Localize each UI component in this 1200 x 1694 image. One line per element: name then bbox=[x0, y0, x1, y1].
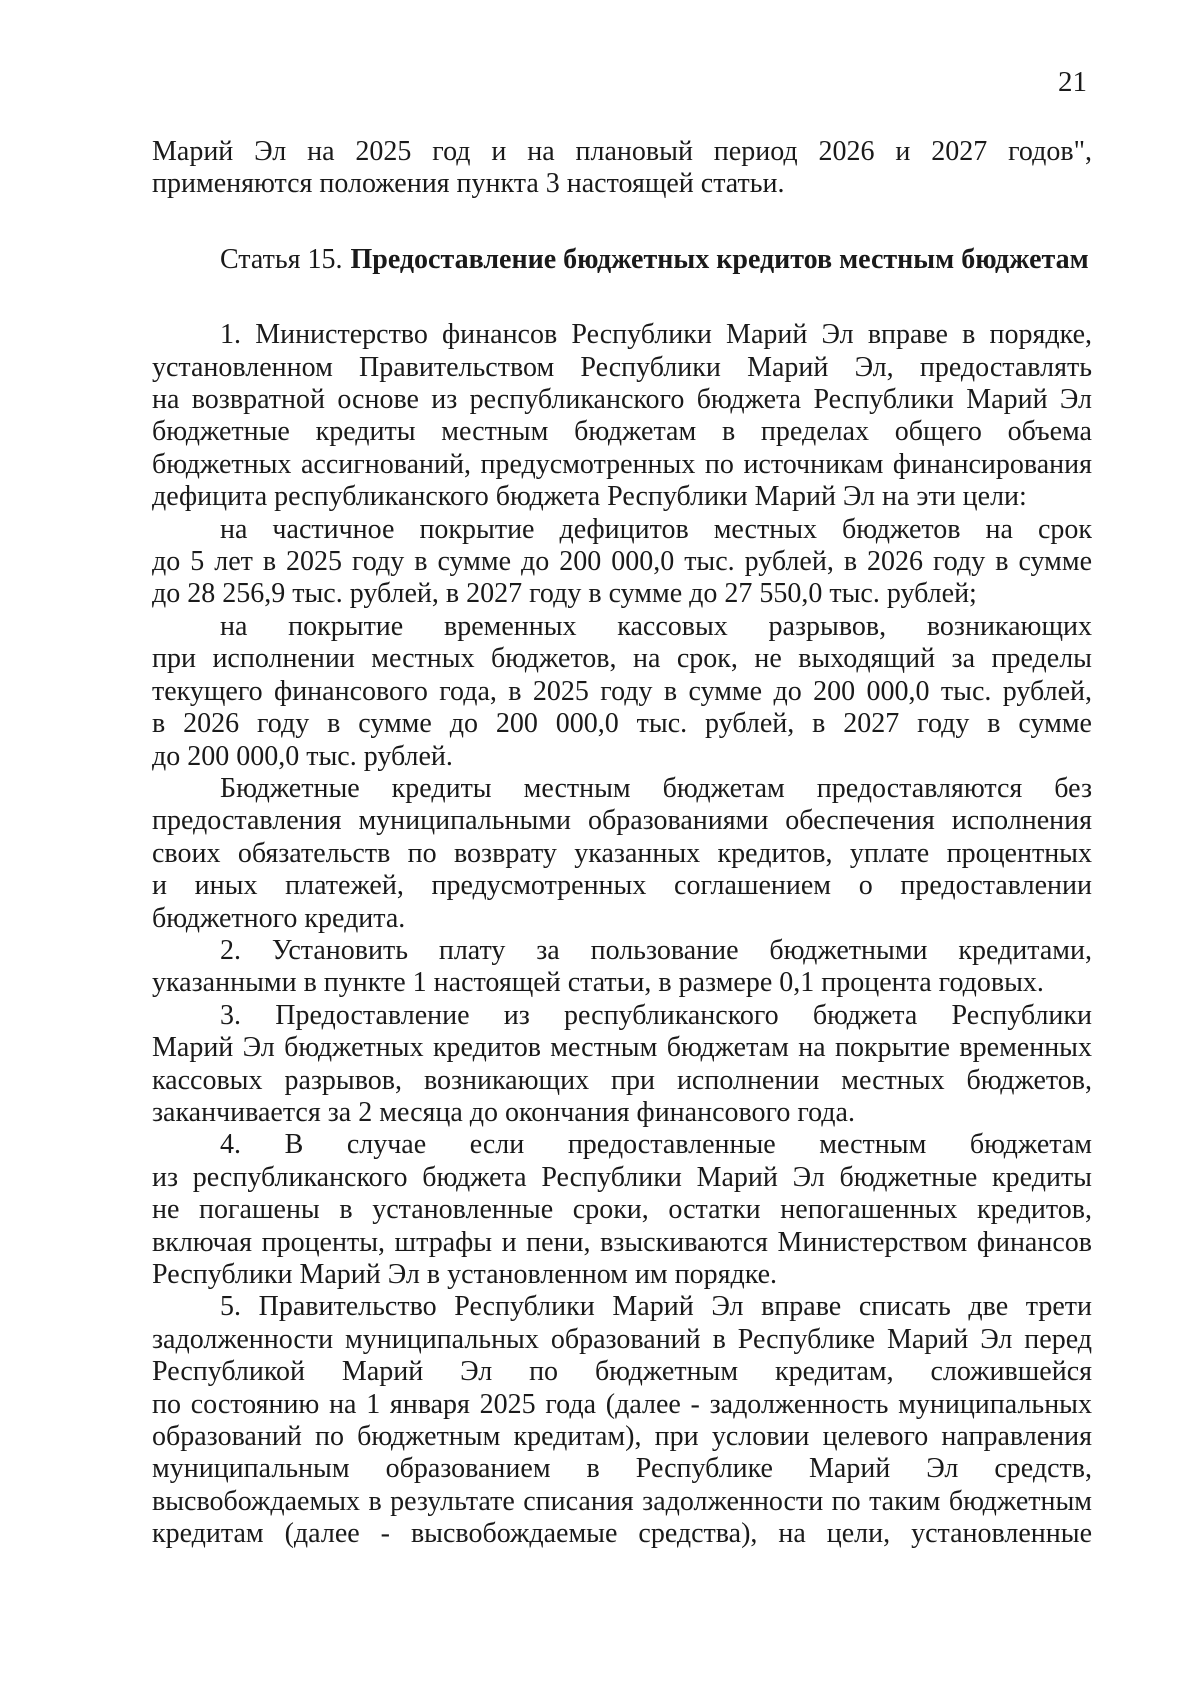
text-line: 3. Предоставление из республиканского бюджета Республики bbox=[220, 999, 1092, 1031]
text-line: на покрытие временных кассовых разрывов, возникающих bbox=[220, 610, 1092, 642]
article-label: Статья 15. bbox=[220, 243, 343, 275]
text-line: указанными в пункте 1 настоящей статьи, в размере 0,1 процента годовых. bbox=[152, 967, 1044, 999]
paragraph-list bbox=[152, 319, 1092, 1550]
text-line: бюджетных ассигнований, предусмотренных по источникам финансирования bbox=[152, 448, 1092, 480]
text-line: задолженности муниципальных образований в Республике Марий Эл перед bbox=[152, 1323, 1092, 1355]
page-number: 21 bbox=[1058, 66, 1087, 98]
paragraph-p4 bbox=[152, 1129, 1092, 1291]
paragraph-p1b bbox=[152, 611, 1092, 773]
paragraph-p3 bbox=[152, 1000, 1092, 1130]
paragraph-p1c bbox=[152, 773, 1092, 935]
text-line: до 5 лет в 2025 году в сумме до 200 000,0 тыс. рублей, в 2026 году в сумме bbox=[152, 546, 1092, 578]
document-body bbox=[152, 136, 1092, 1551]
paragraph-p1 bbox=[152, 319, 1092, 513]
text-line: 4. В случае если предоставленные местным бюджетам bbox=[220, 1129, 1092, 1161]
text-line: до 200 000,0 тыс. рублей. bbox=[152, 740, 453, 772]
text-line: муниципальным образованием в Республике Марий Эл средств, bbox=[152, 1453, 1092, 1485]
text-line: до 28 256,9 тыс. рублей, в 2027 году в сумме до 27 550,0 тыс. рублей; bbox=[152, 578, 977, 610]
text-line: дефицита республиканского бюджета Республики Марий Эл на эти цели: bbox=[152, 481, 1027, 513]
text-line: по состоянию на 1 января 2025 года (далее - задолженность муниципальных bbox=[152, 1388, 1092, 1420]
text-line: образований по бюджетным кредитам), при условии целевого направления bbox=[152, 1421, 1092, 1453]
text-line: 1. Министерство финансов Республики Марий Эл вправе в порядке, bbox=[220, 319, 1092, 351]
text-line: заканчивается за 2 месяца до окончания финансового года. bbox=[152, 1096, 855, 1128]
paragraph-p1a bbox=[152, 514, 1092, 611]
text-line: текущего финансового года, в 2025 году в сумме до 200 000,0 тыс. рублей, bbox=[152, 675, 1092, 707]
text-line: 2. Установить плату за пользование бюджетными кредитами, bbox=[220, 934, 1092, 966]
text-line: на частичное покрытие дефицитов местных бюджетов на срок bbox=[220, 513, 1092, 545]
text-line: установленном Правительством Республики Марий Эл, предоставлять bbox=[152, 351, 1092, 383]
paragraph-p5 bbox=[152, 1291, 1092, 1550]
text-line: и иных платежей, предусмотренных соглашением о предоставлении bbox=[152, 870, 1092, 902]
text-line: применяются положения пункта 3 настоящей статьи. bbox=[152, 168, 785, 200]
text-line: высвобождаемых в результате списания задолженности по таким бюджетным bbox=[152, 1485, 1092, 1517]
paragraph-p2 bbox=[152, 935, 1092, 1000]
text-line: 5. Правительство Республики Марий Эл вправе списать две трети bbox=[220, 1291, 1092, 1323]
text-line: бюджетные кредиты местным бюджетам в пределах общего объема bbox=[152, 416, 1092, 448]
text-line: Бюджетные кредиты местным бюджетам предоставляются без bbox=[220, 772, 1092, 804]
text-line: кассовых разрывов, возникающих при исполнении местных бюджетов, bbox=[152, 1064, 1092, 1096]
text-line: в 2026 году в сумме до 200 000,0 тыс. рублей, в 2027 году в сумме bbox=[152, 708, 1092, 740]
text-line: предоставления муниципальными образованиями обеспечения исполнения bbox=[152, 805, 1092, 837]
text-line: своих обязательств по возврату указанных кредитов, уплате процентных bbox=[152, 837, 1092, 869]
text-line: кредитам (далее - высвобождаемые средства), на цели, установленные bbox=[152, 1518, 1092, 1550]
text-line: не погашены в установленные сроки, остатки непогашенных кредитов, bbox=[152, 1194, 1092, 1226]
text-line: бюджетного кредита. bbox=[152, 902, 406, 934]
text-line: Марий Эл бюджетных кредитов местным бюджетам на покрытие временных bbox=[152, 1032, 1092, 1064]
text-line: из республиканского бюджета Республики Марий Эл бюджетные кредиты bbox=[152, 1161, 1092, 1193]
text-line: Марий Эл на 2025 год и на плановый период 2026 и 2027 годов", bbox=[152, 136, 1092, 167]
article-heading bbox=[152, 244, 1092, 276]
article-title: Предоставление бюджетных кредитов местным бюджетам bbox=[350, 243, 1089, 275]
intro-paragraph bbox=[152, 136, 1092, 201]
text-line: Республики Марий Эл в установленном им порядке. bbox=[152, 1259, 778, 1290]
text-line: на возвратной основе из республиканского бюджета Республики Марий Эл bbox=[152, 384, 1092, 416]
text-line: Республикой Марий Эл по бюджетным кредитам, сложившейся bbox=[152, 1356, 1092, 1388]
text-line: при исполнении местных бюджетов, на срок, не выходящий за пределы bbox=[152, 643, 1092, 675]
text-line: включая проценты, штрафы и пени, взыскиваются Министерством финансов bbox=[152, 1226, 1092, 1258]
